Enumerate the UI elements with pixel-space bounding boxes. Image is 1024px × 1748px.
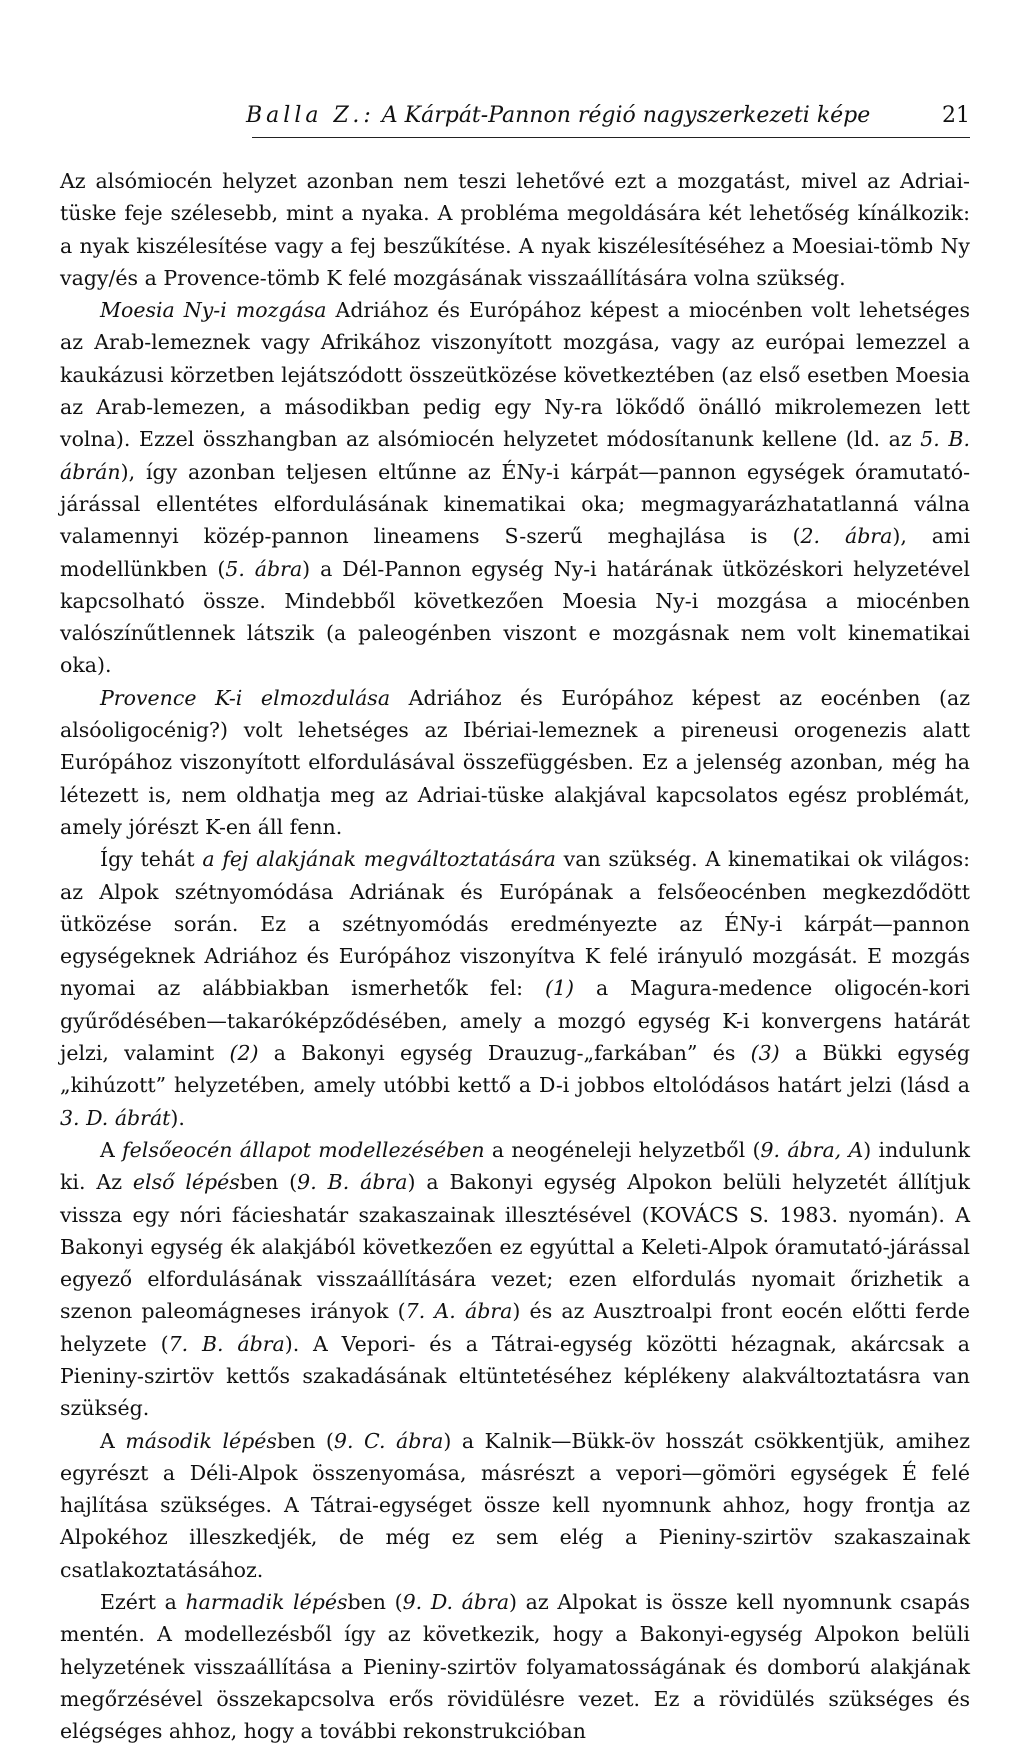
body-text (60, 165, 970, 1748)
italic-text-segment: első lépés (132, 1170, 240, 1195)
text-segment: a neogéneleji helyzetből ( (484, 1137, 761, 1162)
text-segment: ) a Kalnik—Bükk-öv hosszát csökkentjük, amihez egyrészt a Déli-Alpok összenyomása, másrészt a vepori—gömöri egységek É felé hajlítása szükséges. A Tátrai-egységet össze kell nyomnunk ahhoz, hogy frontja az Alpokéhoz illeszkedjék, de még ez sem elég a Pieniny-szirtöv szakaszainak csatlakoztatásához. (60, 1428, 970, 1582)
running-author: Balla Z.: (246, 103, 375, 128)
italic-text-segment: 3. D. ábrát (60, 1105, 171, 1130)
italic-text-segment: felsőeocén állapot modellezésében (122, 1137, 485, 1162)
text-segment: A (100, 1428, 126, 1453)
italic-text-segment: (1) (545, 976, 575, 1001)
italic-text-segment: harmadik lépés (185, 1590, 348, 1615)
text-segment: ) a Dél-Pannon egység Ny-i határának ütközéskori helyzetével kapcsolható össze. Mindebből következően Moesia Ny-i mozgása a miocénben valószínűtlennek látszik (a paleogénben viszont e mozgásnak nem volt kinematikai oka). (60, 556, 970, 678)
paragraph (60, 294, 970, 682)
text-segment: Adriához és Európához képest a miocénben volt lehetséges az Arab-lemeznek vagy Afrikához viszonyított mozgása, vagy az európai lemezzel a kaukázusi körzetben lejátszódott összeütközése következtében (az első esetben Moesia az Arab-lemezen, a másodikban pedig egy Ny-ra lökődő önálló mikrolemezen lett volna). Ezzel összhangban az alsómiocén helyzetet módosítanunk kellene (ld. az (60, 298, 970, 452)
italic-text-segment: 7. B. ábra (168, 1331, 285, 1356)
text-segment: ). (170, 1105, 185, 1130)
page (60, 95, 970, 1748)
italic-text-segment: 5. B. ábrán (60, 427, 970, 484)
italic-text-segment: Provence K-i elmozdulása (100, 685, 391, 710)
running-title (246, 103, 870, 128)
italic-text-segment: (3) (750, 1041, 780, 1066)
text-segment: ), ami modellünkben ( (60, 524, 970, 581)
article-title: A Kárpát-Pannon régió nagyszerkezeti képe (381, 103, 871, 128)
italic-text-segment: 9. ábra, A (760, 1137, 864, 1162)
italic-text-segment: 2. ábra (800, 524, 893, 549)
italic-text-segment: 7. A. ábra (405, 1299, 513, 1324)
header-rule (252, 137, 970, 138)
text-segment: Az alsómiocén helyzet azonban nem teszi lehetővé ezt a mozgatást, mivel az Adriai-tüske feje szélesebb, mint a nyaka. A probléma megoldására két lehetőség kínálkozik: a nyak kiszélesítése vagy a fej beszűkítése. A nyak kiszélesítéséhez a Moesiai-tömb Ny vagy/és a Provence-tömb K felé mozgásának visszaállítására volna szükség. (60, 169, 970, 290)
text-segment: ) a Bakonyi egység Alpokon belüli helyzetét állítjuk vissza egy nóri fácieshatár szakaszainak illesztésével (KOVÁCS S. 1983. nyomán). A Bakonyi egység ék alakjából következően ez egyúttal a Keleti-Alpok óramutató-járással egyező elfordulásának visszaállítására vezet; ezen elfordulás nyomait őrizhetik a szenon paleomágneses irányok ( (60, 1170, 970, 1324)
text-segment: ) indulunk ki. Az (60, 1137, 971, 1195)
running-head (60, 95, 970, 135)
italic-text-segment: 9. C. ábra (333, 1428, 444, 1453)
text-segment: ben ( (239, 1170, 298, 1195)
paragraph (60, 682, 970, 843)
italic-text-segment: második lépés (125, 1428, 277, 1453)
text-segment: Ezért a (100, 1590, 186, 1615)
text-segment: ), így azonban teljesen eltűnne az ÉNy-i kárpát—pannon egységek óramutató-járással ellentétes elfordulásának kinematikai oka; megmagyarázhatatlanná válna valamennyi közép-pannon lineamens S-szerű meghajlása is ( (60, 459, 970, 549)
paragraph (60, 1425, 970, 1586)
italic-text-segment: 5. ábra (225, 556, 303, 581)
paragraph (60, 165, 970, 294)
text-segment: ) az Alpokat is össze kell nyomnunk csapás mentén. A modellezésből így az következik, hogy a Bakonyi-egység Alpokon belüli helyzetének visszaállítása a Pieniny-szirtöv folyamatosságának és domború alakjának megőrzésével összekapcsolva erős rövidülésre vezet. Ez a rövidülés szükséges és elégséges ahhoz, hogy a további rekonstrukcióban (60, 1590, 970, 1744)
paragraph (60, 1586, 970, 1747)
text-segment: ben ( (347, 1590, 403, 1615)
text-segment: a Magura-medence oligocén-kori gyűrődésében—takaróképződésében, amely a mozgó egység K-i konvergens határát jelzi, valamint (60, 976, 970, 1066)
text-segment: A (100, 1137, 123, 1162)
italic-text-segment: Moesia Ny-i mozgása (100, 298, 327, 323)
text-segment: ). A Vepori- és a Tátrai-egység közötti hézagnak, akárcsak a Pieniny-szirtöv kettős szakadásának eltüntetéséhez képlékeny alakváltoztatásra van szükség. (60, 1331, 970, 1421)
paragraph (60, 843, 970, 1134)
text-segment: ben ( (276, 1428, 334, 1453)
text-segment: a Bükki egység „kihúzott” helyzetében, amely utóbbi kettő a D-i jobbos eltolódásos határt jelzi (lásd a (60, 1041, 970, 1098)
text-segment: ) és az Ausztroalpi front eocén előtti ferde helyzete ( (60, 1299, 971, 1356)
italic-text-segment: 9. B. ábra (297, 1170, 408, 1195)
italic-text-segment: a fej alakjának megváltoztatására (202, 847, 556, 872)
italic-text-segment: 9. D. ábra (402, 1590, 510, 1615)
paragraph (60, 1134, 970, 1425)
text-segment: van szükség. A kinematikai ok világos: az Alpok szétnyomódása Adriának és Európának a felsőeocénben megkezdődött ütközése során. Ez a szétnyomódás eredményezte az ÉNy-i kárpát—pannon egységeknek Adriához és Európához viszonyítva K felé irányuló mozgását. E mozgás nyomai az alábbiakban ismerhetők fel: (60, 847, 971, 1001)
text-segment: a Bakonyi egység Drauzug-„farkában” és (258, 1041, 751, 1066)
page-number: 21 (942, 103, 970, 128)
text-segment: Adriához és Európához képest az eocénben (az alsóoligocénig?) volt lehetséges az Ibériai-lemeznek a pireneusi orogenezis alatt Európához viszonyított elfordulásával összefüggésben. Ez a jelenség azonban, még ha létezett is, nem oldhatja meg az Adriai-tüske alakjával kapcsolatos egész problémát, amely jórészt K-en áll fenn. (60, 685, 970, 839)
italic-text-segment: (2) (229, 1041, 259, 1066)
text-segment: Így tehát (100, 847, 203, 872)
